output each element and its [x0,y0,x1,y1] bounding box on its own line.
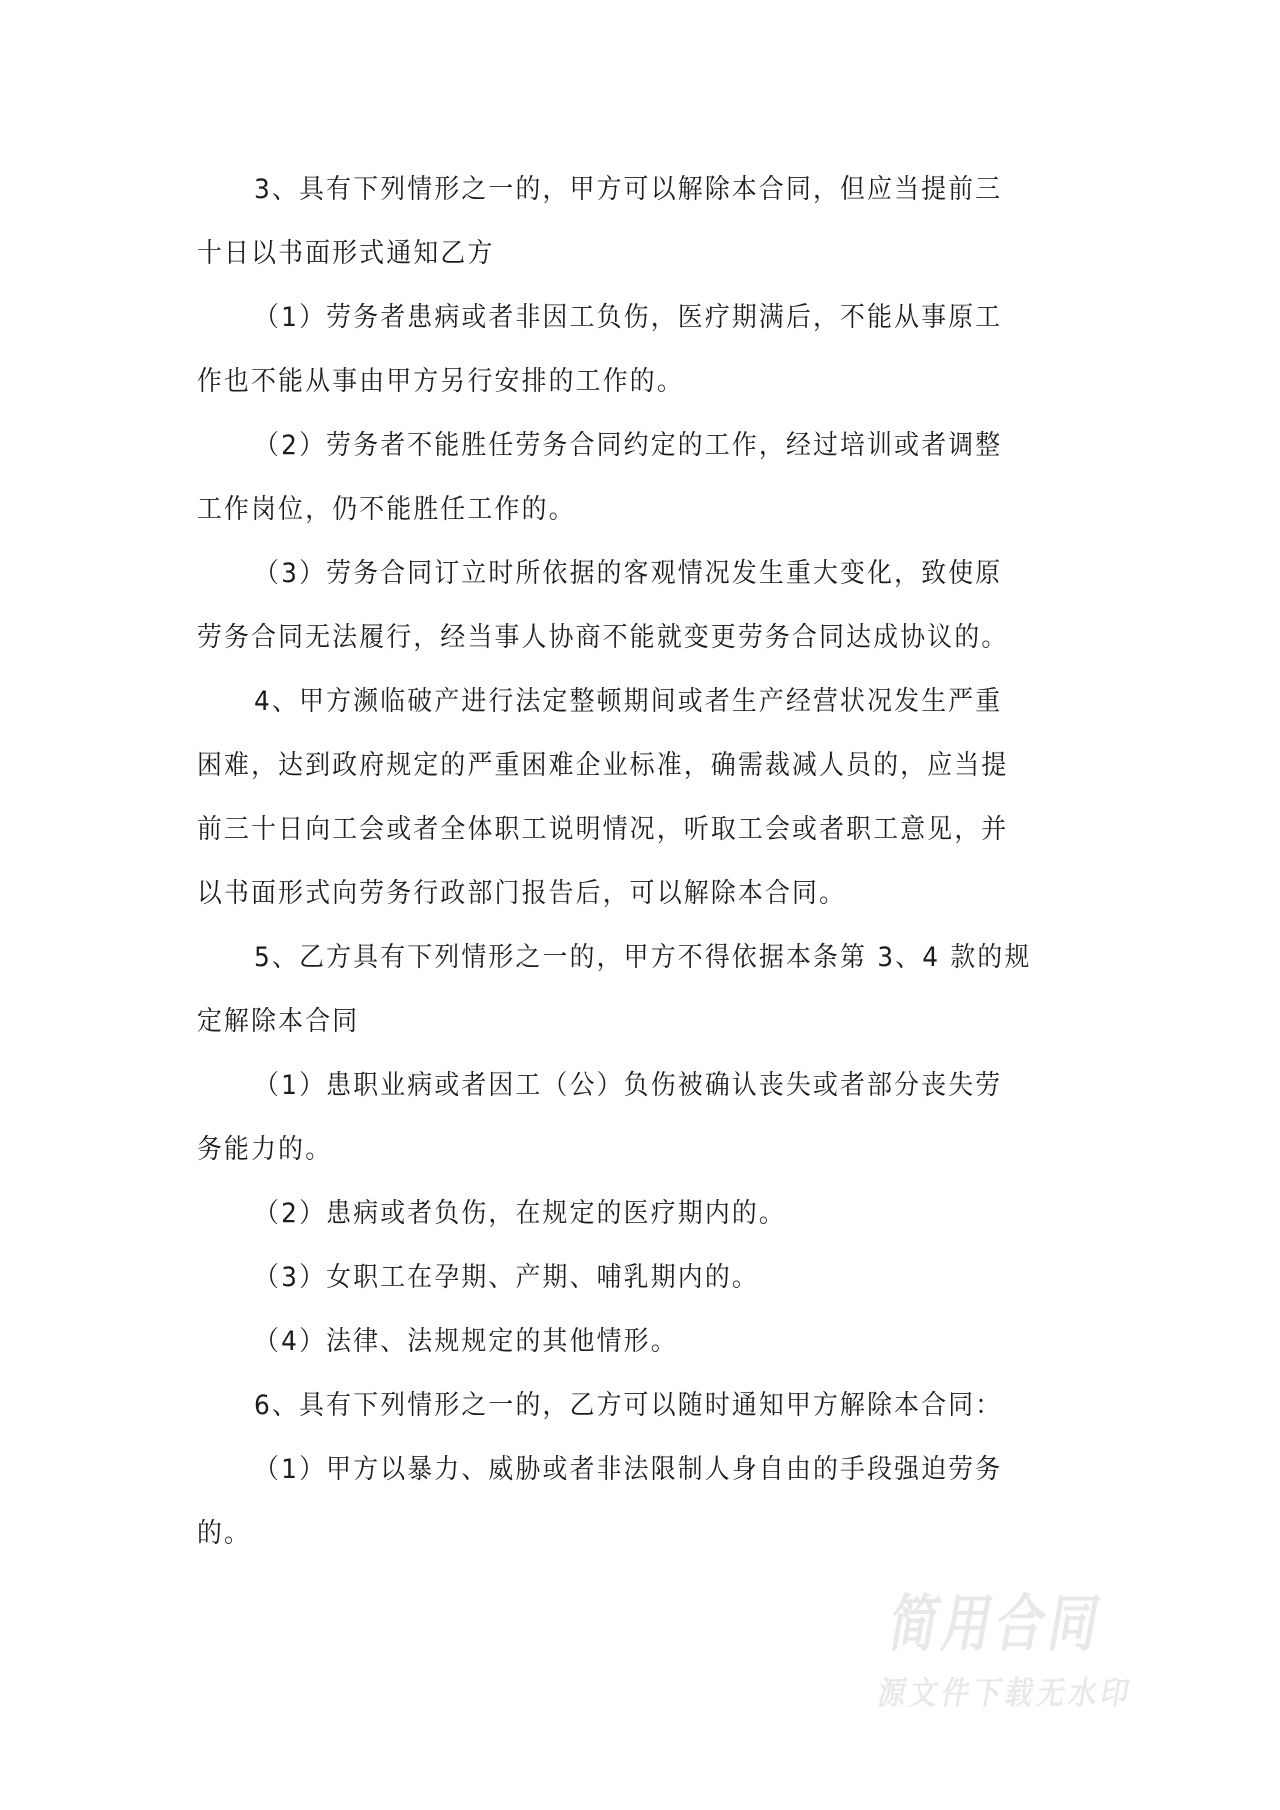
clause-6-line-1: 6、具有下列情形之一的，乙方可以随时通知甲方解除本合同： [254,1390,1003,1421]
clause-5-item-3: （3）女职工在孕期、产期、哺乳期内的。 [254,1262,759,1293]
clause-3-item-2-line-1: （2）劳务者不能胜任劳务合同约定的工作，经过培训或者调整 [254,430,1003,461]
clause-5-item-2: （2）患病或者负伤，在规定的医疗期内的。 [254,1198,786,1229]
clause-6-item-1-line-2: 的。 [197,1518,252,1549]
clause-4-line-2: 困难，达到政府规定的严重困难企业标准，确需裁减人员的，应当提 [197,750,1009,781]
clause-3-item-1-line-1: （1）劳务者患病或者非因工负伤，医疗期满后，不能从事原工 [254,302,1003,333]
clause-3-item-1-line-2: 作也不能从事由甲方另行安排的工作的。 [197,366,684,397]
clause-5-item-1-line-1: （1）患职业病或者因工（公）负伤被确认丧失或者部分丧失劳 [254,1070,1003,1101]
clause-4-line-3: 前三十日向工会或者全体职工说明情况，听取工会或者职工意见，并 [197,814,1009,845]
watermark-subtitle: 源文件下载无水印 [875,1674,1137,1712]
clause-6-item-1-line-1: （1）甲方以暴力、威胁或者非法限制人身自由的手段强迫劳务 [254,1454,1003,1485]
clause-3-line-1: 3、具有下列情形之一的，甲方可以解除本合同，但应当提前三 [254,174,1003,205]
clause-4-line-1: 4、甲方濒临破产进行法定整顿期间或者生产经营状况发生严重 [254,686,1003,717]
clause-5-item-1-line-2: 务能力的。 [197,1134,333,1165]
watermark-logo [875,1587,1196,1712]
clause-4-line-4: 以书面形式向劳务行政部门报告后，可以解除本合同。 [197,878,847,909]
clause-5-line-1: 5、乙方具有下列情形之一的，甲方不得依据本条第 3、4 款的规 [254,942,1032,973]
watermark-title: 简用合同 [884,1587,1110,1660]
contract-body-text [197,158,1032,1566]
clause-3-item-3-line-1: （3）劳务合同订立时所依据的客观情况发生重大变化，致使原 [254,558,1003,589]
clause-3-item-3-line-2: 劳务合同无法履行，经当事人协商不能就变更劳务合同达成协议的。 [197,622,1009,653]
clause-5-item-4: （4）法律、法规规定的其他情形。 [254,1326,678,1357]
clause-3-item-2-line-2: 工作岗位，仍不能胜任工作的。 [197,494,576,525]
clause-5-line-2: 定解除本合同 [197,1006,360,1037]
clause-3-line-2: 十日以书面形式通知乙方 [197,238,495,269]
